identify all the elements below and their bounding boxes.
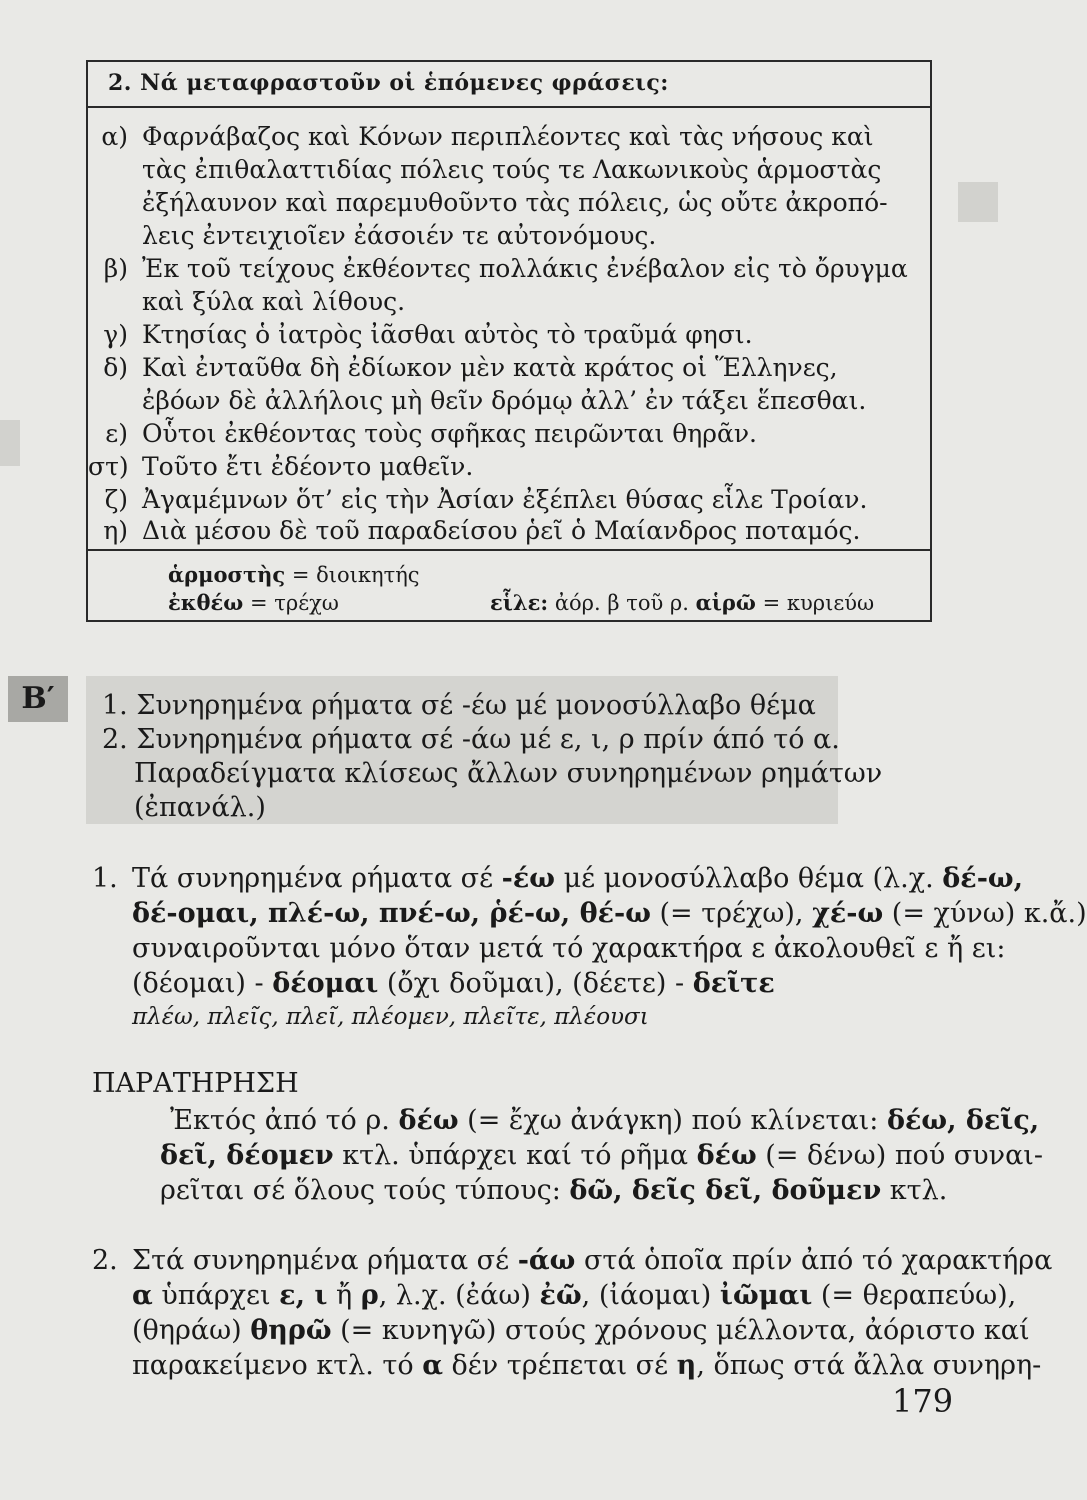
glossary-definition: = διοικητής [291, 563, 420, 587]
glossary-term: ἐκθέω [168, 590, 244, 615]
sentence-line: Ἀγαμέμνων ὅτ’ εἰς τὴν Ἀσίαν ἐξέπλει θύσας εἷλε Τροίαν. [142, 485, 868, 514]
sentence-line: Διὰ μέσου δὲ τοῦ παραδείσου ῥεῖ ὁ Μαίανδρος ποταμός. [142, 516, 861, 545]
note-line: δεῖ, δέομεν κτλ. ὑπάρχει καί τό ρῆμα δέω (= δένω) πού συναι- [160, 1140, 1044, 1171]
sentence-line: Κτησίας ὁ ἰατρὸς ἰᾶσθαι αὐτὸς τὸ τραῦμά φησι. [142, 320, 753, 349]
sentence-label: ζ) [104, 485, 128, 514]
glossary-term: ἁρμοστὴς [168, 562, 286, 587]
page-number: 179 [892, 1382, 954, 1420]
sentence-label: β) [103, 254, 128, 283]
sentence-line: Καὶ ἐνταῦθα δὴ ἐδίωκον μὲν κατὰ κράτος οἱ Ἕλληνες, [142, 353, 838, 382]
paragraph-line: (θηράω) θηρῶ (= κυνηγῶ) στούς χρόνους μέλλοντα, ἀόριστο καί [132, 1315, 1030, 1346]
paragraph-line: α ὑπάρχει ε, ι ἤ ρ, λ.χ. (ἐάω) ἐῶ, (ἰάομαι) ἰῶμαι (= θεραπεύω), [132, 1280, 1017, 1311]
glossary-definition: ἀόρ. β τοῦ ρ. [554, 591, 689, 615]
paragraph-line: (δέομαι) - δέομαι (ὄχι δοῦμαι), (δέετε) - δεῖτε [132, 968, 775, 999]
paragraph-line: Τά συνηρημένα ρήματα σέ -έω μέ μονοσύλλαβο θέμα (λ.χ. δέ-ω, [132, 863, 1024, 894]
conjugation-example: πλέω, πλεῖς, πλεῖ, πλέομεν, πλεῖτε, πλέουσι [132, 1004, 649, 1030]
glossary-term: εἷλε: [490, 590, 549, 615]
divider [88, 106, 930, 108]
note-line: ρεῖται σέ ὅλους τούς τύπους: δῶ, δεῖς δεῖ, δοῦμεν κτλ. [160, 1175, 948, 1206]
sentence-line: Οὗτοι ἐκθέοντας τοὺς σφῆκας πειρῶνται θηρᾶν. [142, 419, 757, 448]
note-line: Ἐκτός ἀπό τό ρ. δέω (= ἔχω ἀνάγκη) πού κλίνεται: δέω, δεῖς, [170, 1105, 1040, 1136]
section-topic: (ἐπανάλ.) [134, 792, 266, 823]
paragraph-line: παρακείμενο κτλ. τό α δέν τρέπεται σέ η, ὅπως στά ἄλλα συνηρη- [132, 1350, 1042, 1381]
sentence-label: στ) [88, 452, 129, 481]
margin-tab-mark [958, 182, 998, 222]
paragraph-line: δέ-ομαι, πλέ-ω, πνέ-ω, ῥέ-ω, θέ-ω (= τρέχω), χέ-ω (= χύνω) κ.ἄ.) [132, 898, 1087, 929]
glossary-entry [168, 562, 420, 587]
margin-tab-mark [0, 420, 20, 466]
sentence-label: γ) [103, 320, 128, 349]
sentence-line: Τοῦτο ἔτι ἐδέοντο μαθεῖν. [142, 452, 474, 481]
section-topic: Παραδείγματα κλίσεως ἄλλων συνηρημένων ρημάτων [134, 758, 883, 789]
section-marker: Β′ [8, 676, 68, 722]
paragraph-number: 1. [92, 863, 118, 894]
glossary-entry [168, 590, 339, 615]
sentence-line: Φαρνάβαζος καὶ Κόνων περιπλέοντες καὶ τὰς νήσους καὶ [142, 122, 874, 151]
glossary-definition: = τρέχω [249, 591, 339, 615]
sentence-label: ε) [105, 419, 128, 448]
note-title: ΠΑΡΑΤΗΡΗΣΗ [92, 1068, 299, 1099]
sentence-label: η) [103, 516, 128, 545]
exercise-box [86, 60, 932, 622]
divider [88, 549, 930, 551]
section-topic: 1. Συνηρημένα ρήματα σέ -έω μέ μονοσύλλαβο θέμα [102, 690, 816, 721]
glossary-entry [490, 590, 874, 615]
paragraph-line: συναιροῦνται μόνο ὅταν μετά τό χαρακτήρα ε ἀκολουθεῖ ε ἤ ει: [132, 933, 1006, 964]
sentence-line: τὰς ἐπιθαλαττιδίας πόλεις τούς τε Λακωνικοὺς ἁρμοστὰς [142, 155, 882, 184]
glossary-term: αἱρῶ [695, 590, 756, 615]
sentence-line: λεις ἐντειχιοῖεν ἐάσοιέν τε αὐτονόμους. [142, 221, 657, 250]
sentence-line: ἐξήλαυνον καὶ παρεμυθοῦντο τὰς πόλεις, ὡς οὔτε ἀκροπό- [142, 188, 888, 217]
sentence-line: Ἐκ τοῦ τείχους ἐκθέοντες πολλάκις ἐνέβαλον εἰς τὸ ὄρυγμα [142, 254, 908, 283]
sentence-line: καὶ ξύλα καὶ λίθους. [142, 287, 406, 316]
section-topic: 2. Συνηρημένα ρήματα σέ -άω μέ ε, ι, ρ πρίν άπό τό α. [102, 724, 840, 755]
sentence-label: δ) [103, 353, 128, 382]
sentence-line: ἐβόων δὲ ἀλλήλοις μὴ θεῖν δρόμῳ ἀλλ’ ἐν τάξει ἕπεσθαι. [142, 386, 867, 415]
paragraph-line: Στά συνηρημένα ρήματα σέ -άω στά ὁποῖα πρίν ἀπό τό χαρακτήρα [132, 1245, 1053, 1276]
exercise-heading: 2. Νά μεταφραστοῦν οἱ ἑπόμενες φράσεις: [108, 70, 669, 96]
glossary-definition: = κυριεύω [762, 591, 875, 615]
sentence-label: α) [101, 122, 128, 151]
paragraph-number: 2. [92, 1245, 118, 1276]
